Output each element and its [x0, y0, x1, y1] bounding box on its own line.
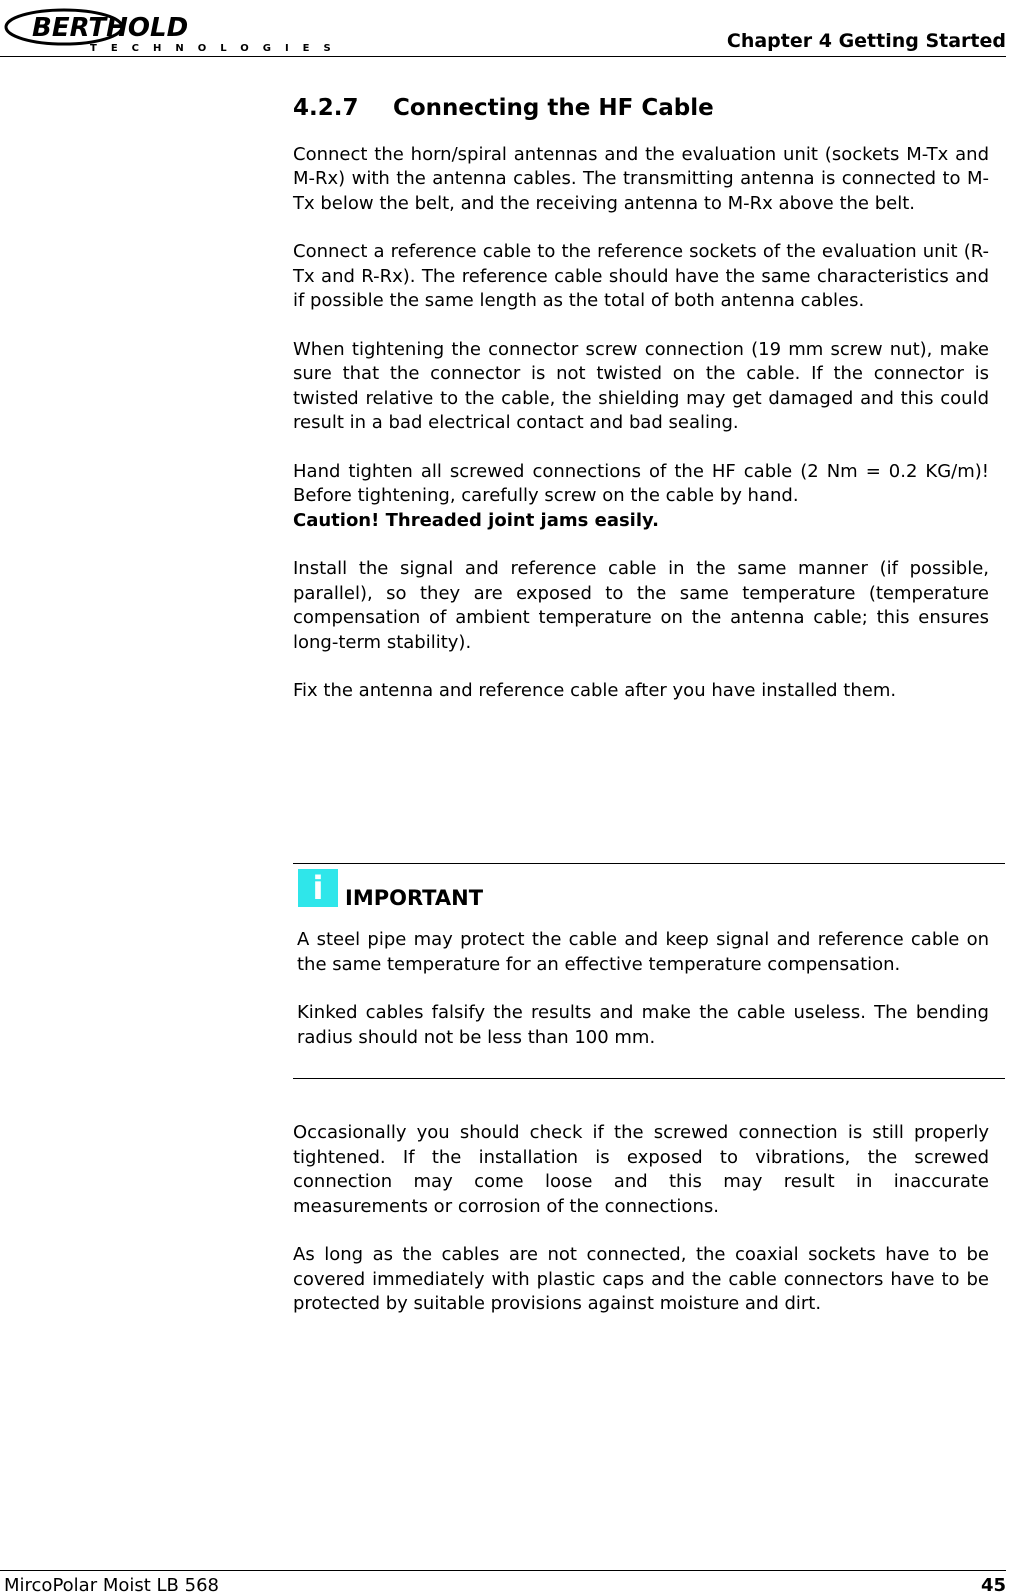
paragraph: When tightening the connector screw connection (19 mm screw nut), make sure that the connector is not twisted on the cable. If the connector is twisted relative to the cable, the shielding may get damaged and this could result in a bad electrical contact and bad sealing. [293, 338, 989, 433]
paragraph: Connect a reference cable to the reference sockets of the evaluation unit (R-Tx and R-Rx). The reference cable should have the same characteristics and if possible the same length as the total of both antenna cables. [293, 241, 989, 311]
footer-divider [0, 1570, 1006, 1571]
section-number: 4.2.7 [293, 95, 359, 121]
page-number: 45 [980, 1575, 1006, 1596]
page-header [0, 0, 1022, 58]
paragraph-text: Hand tighten all screwed connections of the HF cable (2 Nm = 0.2 KG/m)! Before tightening, carefully screw on the cable by hand. [293, 460, 989, 506]
main-content [293, 96, 989, 728]
note-paragraph: Kinked cables falsify the results and make the cable useless. The bending radius should not be less than 100 mm. [297, 1002, 989, 1048]
footer-product: MircoPolar Moist LB 568 [4, 1575, 219, 1596]
section-title: Connecting the HF Cable [393, 95, 714, 121]
chapter-title: Chapter 4 Getting Started [726, 30, 1006, 52]
caution-text: Caution! Threaded joint jams easily. [293, 509, 659, 531]
section-heading [293, 96, 989, 121]
note-title: IMPORTANT [345, 886, 484, 910]
info-icon: i [298, 869, 338, 907]
paragraph: Occasionally you should check if the screwed connection is still properly tightened. If the installation is exposed to vibrations, the screwed connection may come loose and this may result in inaccurate measurements or corrosion of the connections. [293, 1122, 989, 1217]
paragraph [293, 460, 989, 534]
paragraph: Connect the horn/spiral antennas and the evaluation unit (sockets M-Tx and M-Rx) with the antenna cables. The transmitting antenna is connected to M-Tx below the belt, and the receiving antenna to M-Rx above the belt. [293, 143, 989, 214]
main-content-continued [293, 1121, 989, 1341]
berthold-logo [2, 6, 345, 54]
svg-text:TECHNOLOGIES: TECHNOLOGIES [90, 43, 345, 54]
important-note [293, 863, 1005, 1079]
paragraph: As long as the cables are not connected, the coaxial sockets have to be covered immediately with plastic caps and the cable connectors have to be protected by suitable provisions against moisture and dirt. [293, 1244, 989, 1314]
header-divider [0, 56, 1006, 57]
svg-text:BERTHOLD: BERTHOLD [32, 13, 189, 43]
note-body [297, 928, 989, 1050]
note-paragraph: A steel pipe may protect the cable and keep signal and reference cable on the same temperature for an effective temperature compensation. [297, 929, 989, 975]
paragraph: Install the signal and reference cable in the same manner (if possible, parallel), so they are exposed to the same temperature (temperature compensation of ambient temperature on the antenna cable; this ensures long-term stability). [293, 558, 989, 653]
paragraph: Fix the antenna and reference cable after you have installed them. [293, 680, 897, 701]
